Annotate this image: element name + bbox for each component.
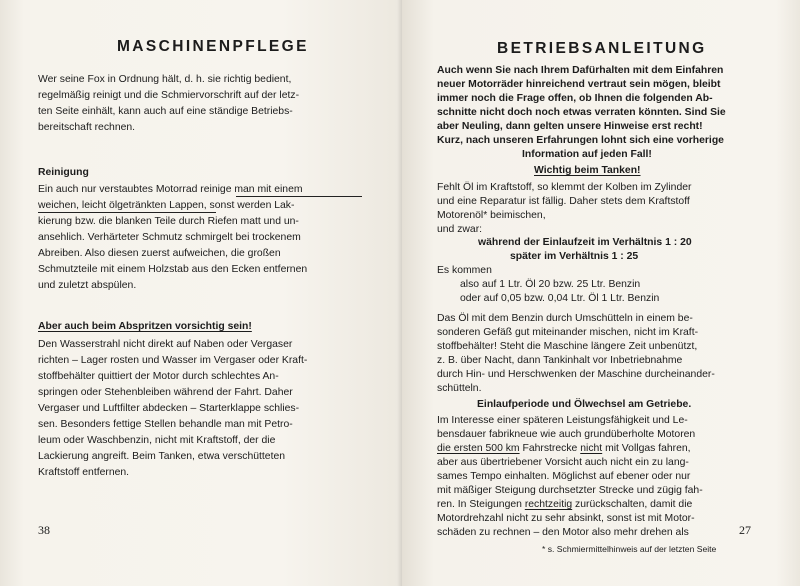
mix-line: oder auf 0,05 bzw. 0,04 Ltr. Öl 1 Ltr. Benzin (460, 293, 660, 304)
intro-line: immer noch die Frage offen, ob Ihnen die folgenden Ab- (437, 93, 713, 104)
ratio-line: später im Verhältnis 1 : 25 (510, 251, 639, 262)
intro-line: aber Neuling, dann gelten unsere Hinweise erst recht! (437, 121, 703, 132)
right-page-title: BETRIEBSANLEITUNG (497, 40, 707, 57)
einlauf-text: zurückschalten, damit die (572, 499, 693, 510)
abspritzen-line: Vergaser und Luftfilter abdecken – Starterklappe schlies- (38, 403, 300, 414)
einlauf-line: Motordrehzahl nicht zu sehr absinkt, sonst ist mit Motor- (437, 513, 695, 524)
einlauf-text: mit Vollgas fahren, (602, 443, 691, 454)
intro-line: ten Seite einhält, kann auch auf eine ständige Betriebs- (38, 106, 293, 117)
heading-einlauf: Einlaufperiode und Ölwechsel am Getriebe. (477, 399, 692, 410)
abspritzen-line: Lackierung angreift. Beim Tanken, etwa verschütteten (38, 451, 286, 462)
reinigung-line: weichen, leicht ölgetränkten Lappen, sonst werden Lak- (38, 200, 295, 211)
tanken-line: Fehlt Öl im Kraftstoff, so klemmt der Kolben im Zylinder (437, 182, 692, 193)
einlauf-line: aber aus übertriebener Vorsicht auch nicht ein zu lang- (437, 457, 689, 468)
abspritzen-line: springen oder Stehenbleiben während der Fahrt. Daher (38, 387, 293, 398)
reinigung-line: kierung bzw. die blanken Teile durch Riefen matt und un- (38, 216, 299, 227)
left-page-title: MASCHINENPFLEGE (117, 38, 309, 55)
einlauf-line: bensdauer fabrikneue wie auch grundüberholte Motoren (437, 429, 696, 440)
intro-line: Wer seine Fox in Ordnung hält, d. h. sie richtig bedient, (38, 74, 292, 85)
ratio-line: während der Einlaufzeit im Verhältnis 1 : 20 (478, 237, 692, 248)
oil-line: durch Hin- und Herschwenken der Maschine durcheinander- (437, 369, 715, 380)
abspritzen-line: stoffbehälter quittiert der Motor durch schlechtes An- (38, 371, 279, 382)
abspritzen-line: Den Wasserstrahl nicht direkt auf Naben oder Vergaser (38, 339, 293, 350)
einlauf-text: Fahrstrecke (519, 443, 581, 454)
underlined-phrase: die ersten 500 km (437, 443, 520, 454)
right-page (402, 0, 800, 586)
section-heading-reinigung: Reinigung (38, 167, 89, 178)
section-heading-abspritzen: Aber auch beim Abspritzen vorsichtig sein! (38, 321, 252, 332)
tanken-line: Motorenöl* beimischen, (437, 210, 546, 221)
underlined-phrase: rechtzeitig (524, 499, 573, 510)
reinigung-line: Schmutzteile mit einem Holzstab aus den Ecken entfernen (38, 264, 308, 275)
reinigung-line: Abreiben. Also diesen zuerst aufweichen, die großen (38, 248, 281, 259)
footnote: * s. Schmiermittelhinweis auf der letzten Seite (542, 544, 717, 554)
underlined-phrase: nicht (580, 443, 603, 454)
oil-line: schütteln. (437, 383, 482, 394)
intro-line: regelmäßig reinigt und die Schmiervorschrift auf der letz- (38, 90, 300, 101)
heading-tanken: Wichtig beim Tanken! (534, 165, 641, 176)
intro-line: Kurz, nach unseren Erfahrungen lohnt sich eine vorherige (437, 135, 724, 146)
einlauf-line: schäden zu rechnen – den Motor also mehr drehen als (437, 527, 689, 538)
einlauf-line: mit mäßiger Steigung durchsetzter Strecke und zügig fah- (437, 485, 703, 496)
einlauf-line (437, 442, 691, 455)
reinigung-line-text: Ein auch nur verstaubtes Motorrad reinige man mit einem (38, 184, 303, 195)
abspritzen-line: sen. Besonders fettige Stellen behandle man mit Petro- (38, 419, 293, 430)
oil-line: sonderen Gefäß gut miteinander mischen, nicht im Kraft- (437, 327, 699, 338)
oil-line: stoffbehälter! Steht die Maschine längere Zeit unbenützt, (437, 341, 698, 352)
mix-line: also auf 1 Ltr. Öl 20 bzw. 25 Ltr. Benzin (460, 279, 641, 290)
reinigung-line: ansehlich. Verhärteter Schmutz schmirgelt bei trockenem (38, 232, 301, 243)
tanken-line: und zwar: (437, 224, 483, 235)
underline-mark (236, 196, 362, 197)
einlauf-line: sames Tempo einhalten. Möglichst auf ebener oder nur (437, 471, 691, 482)
einlauf-line: Im Interesse einer späteren Leistungsfähigkeit und Le- (437, 415, 688, 426)
intro-line: neuer Motorräder hinreichend vertraut sein mögen, bleibt (437, 79, 721, 90)
es-kommen-text: Es kommen (437, 265, 492, 276)
page-number: 38 (38, 523, 50, 537)
abspritzen-line: Kraftstoff entfernen. (38, 467, 130, 478)
tanken-line: und eine Reparatur ist fällig. Daher stets dem Kraftstoff (437, 196, 690, 207)
underline-mark (38, 212, 216, 213)
einlauf-text: ren. In Steigungen (437, 499, 525, 510)
intro-line: bereitschaft rechnen. (38, 122, 136, 133)
abspritzen-line: leum oder Waschbenzin, nicht mit Kraftstoff, der die (38, 435, 276, 446)
abspritzen-line: richten – Lager rosten und Wasser im Vergaser oder Kraft- (38, 355, 308, 366)
oil-line: Das Öl mit dem Benzin durch Umschütteln in einem be- (437, 313, 693, 324)
reinigung-line (38, 183, 303, 196)
intro-line: schnitte nicht doch noch etwas verraten könnten. Sind Sie (437, 107, 726, 118)
page-number: 27 (739, 523, 751, 537)
einlauf-line (437, 498, 692, 511)
oil-line: z. B. über Nacht, dann Tankinhalt vor Inbetriebnahme (437, 355, 683, 366)
intro-line: Auch wenn Sie nach Ihrem Dafürhalten mit dem Einfahren (437, 65, 724, 76)
intro-line: Information auf jeden Fall! (522, 149, 652, 160)
reinigung-line: und zuletzt abspülen. (38, 280, 137, 291)
